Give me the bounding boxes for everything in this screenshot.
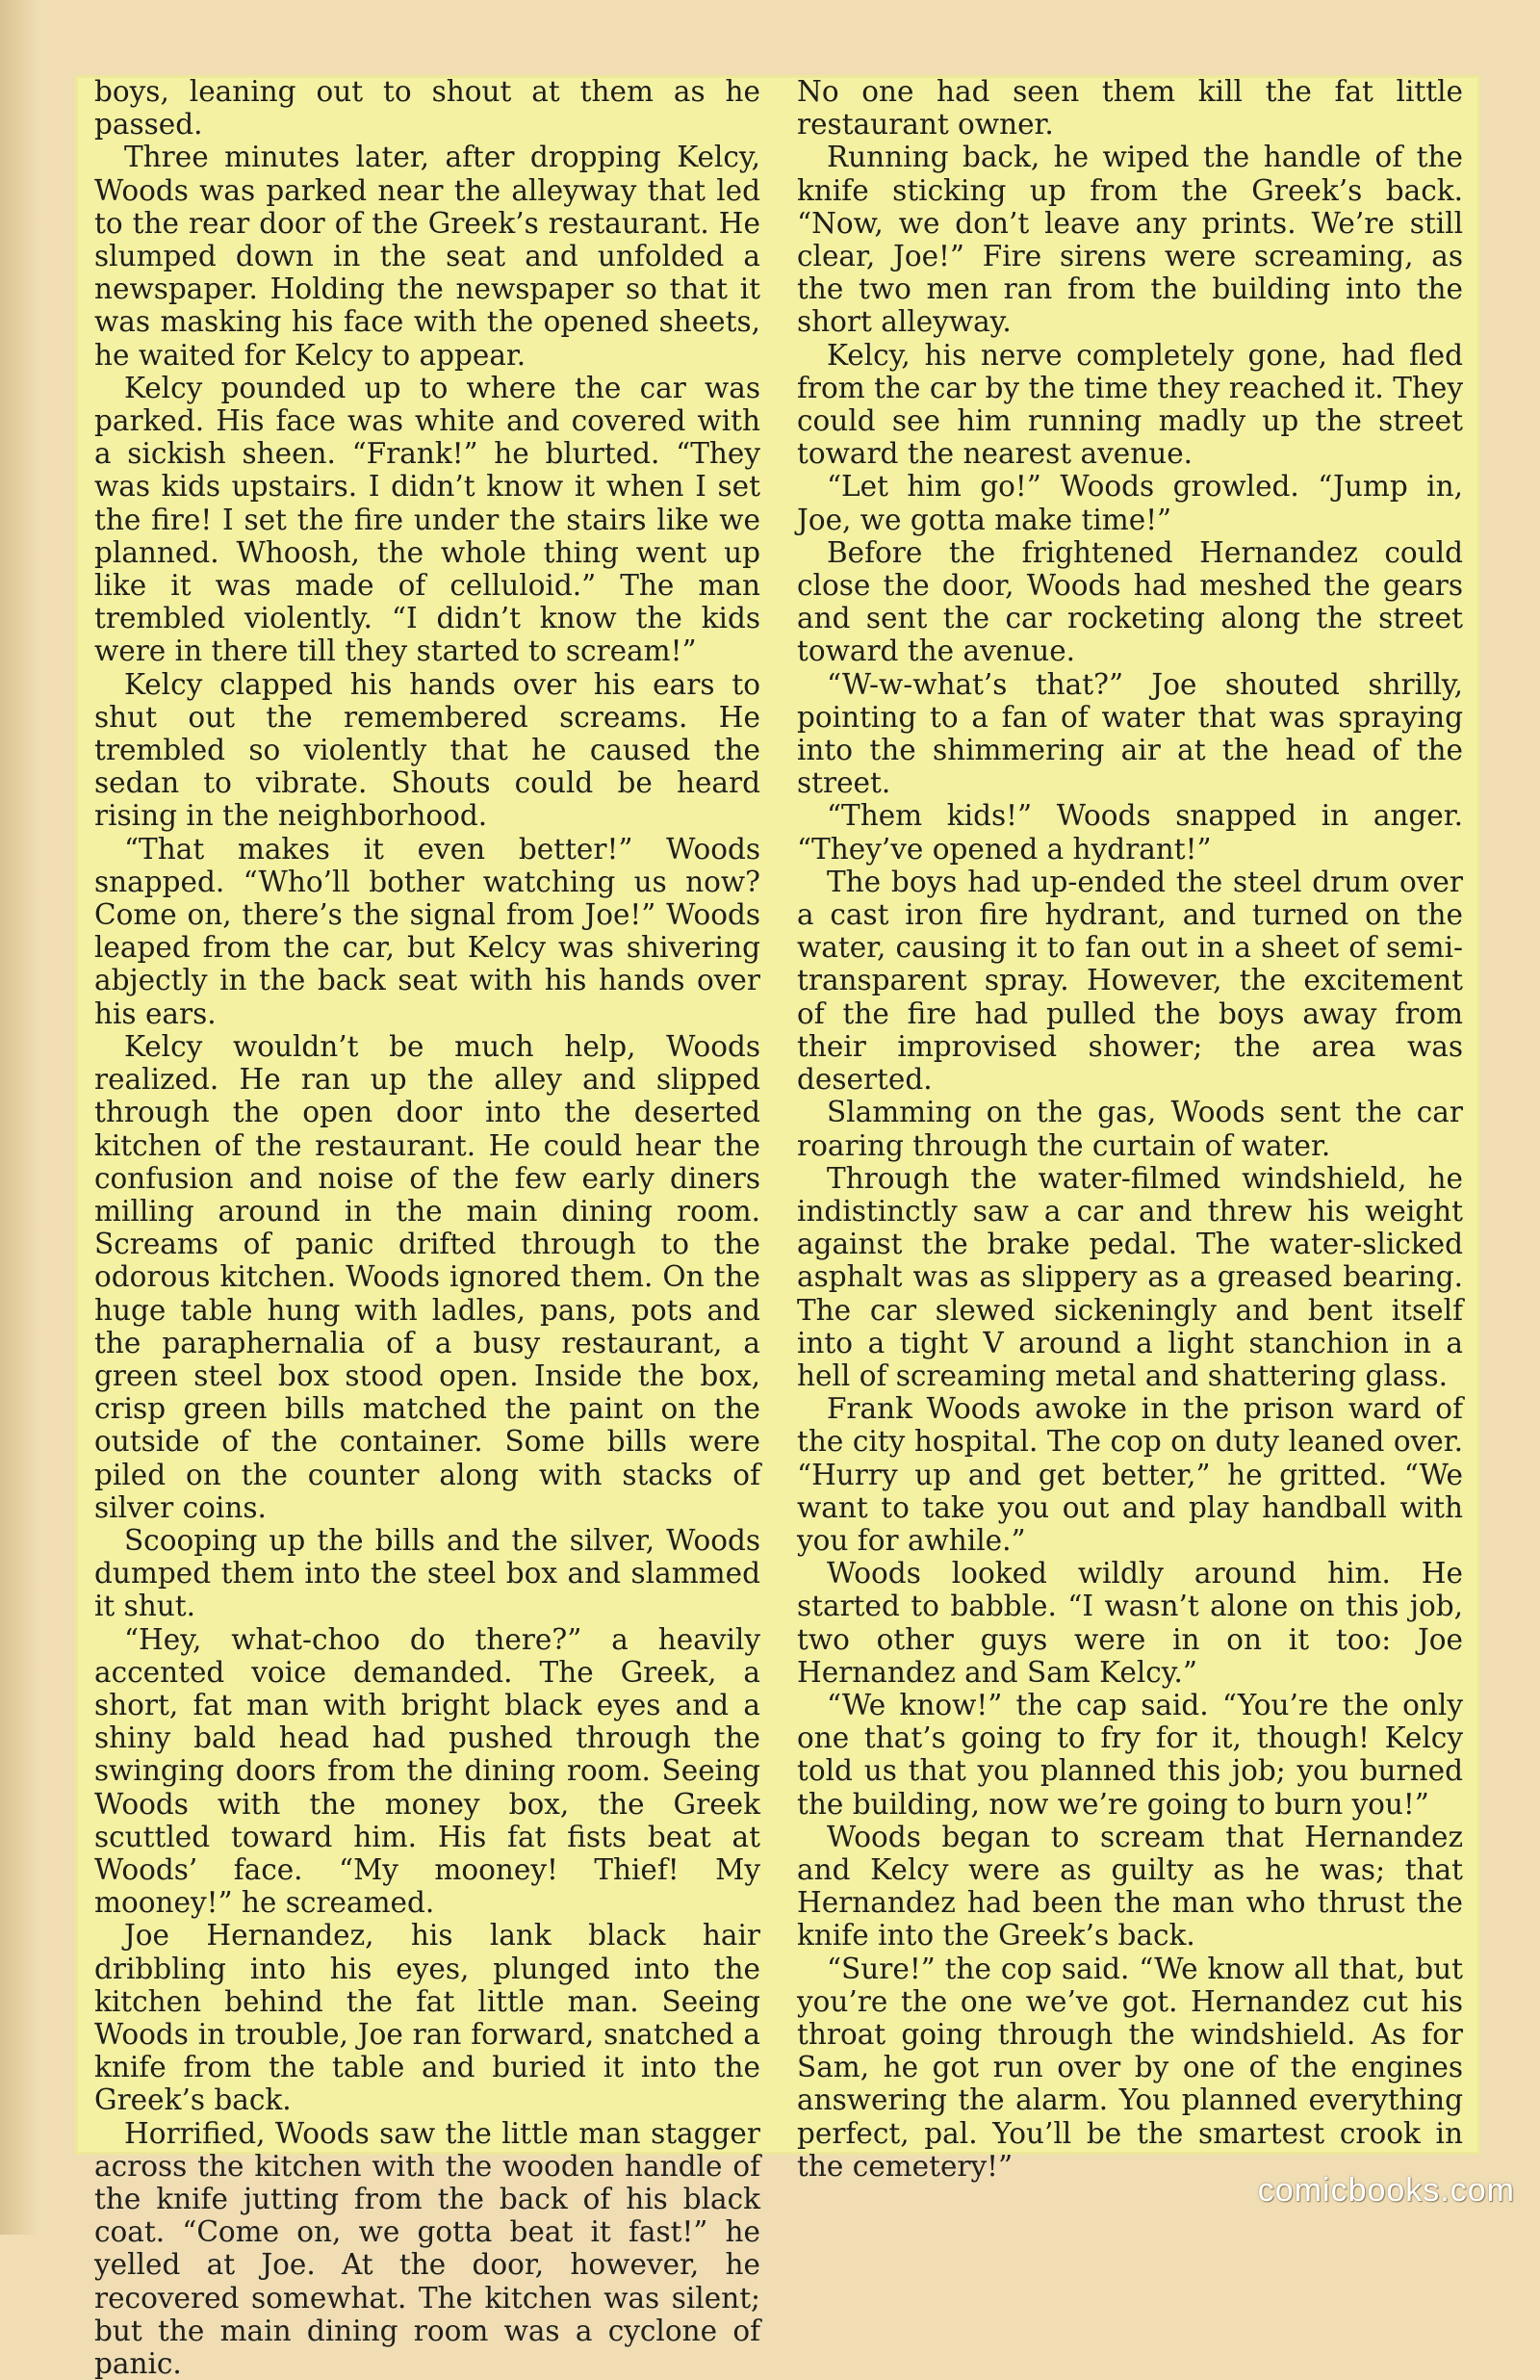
right-column: [797, 75, 1463, 2183]
paragraph: Kelcy pounded up to where the car was parked. His face was white and covered with a sickish sheen. “Frank!” he blurted. “They was kids upstairs. I didn’t know it when I set the fire! I set the fire under the stairs like we planned. Whoosh, the whole thing went up like it was made of celluloid.” The man trembled violently. “I didn’t know the kids were in there till they started to scream!”: [94, 371, 760, 668]
paragraph: Joe Hernandez, his lank black hair dribbling into his eyes, plunged into the kitchen behind the fat little man. Seeing Woods in trouble, Joe ran forward, snatched a knife from the table and buried it into the Greek’s back.: [94, 1919, 760, 2117]
paragraph: Scooping up the bills and the silver, Woods dumped them into the steel box and slammed it shut.: [94, 1523, 760, 1623]
paragraph: Horrified, Woods saw the little man stagger across the kitchen with the wooden handle of the knife jutting from the back of his black coat. “Come on, we gotta beat it fast!” he yelled at Joe. At the door, however, he recovered somewhat. The kitchen was silent; but the main dining room was a cyclone of panic.: [94, 2116, 760, 2380]
paragraph: Woods began to scream that Hernandez and Kelcy were as guilty as he was; that Hernandez had been the man who thrust the knife into the Greek’s back.: [797, 1820, 1463, 1953]
paragraph: Before the frightened Hernandez could close the door, Woods had meshed the gears and sent the car rocketing along the street toward the avenue.: [797, 535, 1463, 668]
paragraph: Through the water-filmed windshield, he indistinctly saw a car and threw his weight against the brake pedal. The water-slicked asphalt was as slippery as a greased bearing. The car slewed sickeningly and bent itself into a tight V around a light stanchion in a hell of screaming metal and shattering glass.: [797, 1161, 1463, 1392]
paragraph: “Let him go!” Woods growled. “Jump in, Joe, we gotta make time!”: [797, 470, 1463, 536]
paragraph: “Sure!” the cop said. “We know all that, but you’re the one we’ve got. Hernandez cut his throat going through the windshield. As for Sam, he got run over by one of the engines answering the alarm. You planned everything perfect, pal. You’ll be the smartest crook in the cemetery!”: [797, 1952, 1463, 2183]
paragraph: No one had seen them kill the fat little restaurant owner.: [797, 75, 1463, 142]
paragraph: Frank Woods awoke in the prison ward of the city hospital. The cop on duty leaned over. “Hurry up and get better,” he gritted. “We want to take you out and play handball with you for awhile.”: [797, 1392, 1463, 1557]
left-column: [94, 75, 760, 2380]
paragraph: Slamming on the gas, Woods sent the car roaring through the curtain of water.: [797, 1096, 1463, 1162]
paragraph: “We know!” the cap said. “You’re the only one that’s going to fry for it, though! Kelcy told us that you planned this job; you burned the building, now we’re going to burn you!”: [797, 1688, 1463, 1821]
paragraph: “Hey, what-choo do there?” a heavily accented voice demanded. The Greek, a short, fat man with bright black eyes and a shiny bald head had pushed through the swinging doors from the dining room. Seeing Woods with the money box, the Greek scuttled toward him. His fat fists beat at Woods’ face. “My mooney! Thief! My mooney!” he screamed.: [94, 1622, 760, 1920]
paragraph: Kelcy clapped his hands over his ears to shut out the remembered screams. He trembled so violently that he caused the sedan to vibrate. Shouts could be heard rising in the neighborhood.: [94, 667, 760, 833]
paragraph: boys, leaning out to shout at them as he passed.: [94, 75, 760, 142]
paragraph: Kelcy wouldn’t be much help, Woods realized. He ran up the alley and slipped through the open door into the deserted kitchen of the restaurant. He could hear the confusion and noise of the few early diners milling around in the main dining room. Screams of panic drifted through to the odorous kitchen. Woods ignored them. On the huge table hung with ladles, pans, pots and the paraphernalia of a busy restaurant, a green steel box stood open. Inside the box, crisp green bills matched the paint on the outside of the container. Some bills were piled on the counter along with stacks of silver coins.: [94, 1029, 760, 1524]
paragraph: The boys had up-ended the steel drum over a cast iron fire hydrant, and turned on the water, causing it to fan out in a sheet of semi-transparent spray. However, the excitement of the fire had pulled the boys away from their improvised shower; the area was deserted.: [797, 865, 1463, 1097]
paragraph: “Them kids!” Woods snapped in anger. “They’ve opened a hydrant!”: [797, 799, 1463, 866]
site-watermark: comicbooks.com: [1257, 2172, 1515, 2209]
paragraph: Woods looked wildly around him. He started to babble. “I wasn’t alone on this job, two other guys were in on it too: Joe Hernandez and Sam Kelcy.”: [797, 1557, 1463, 1689]
paragraph: Three minutes later, after dropping Kelcy, Woods was parked near the alleyway that led to the rear door of the Greek’s restaurant. He slumped down in the seat and unfolded a newspaper. Holding the newspaper so that it was masking his face with the opened sheets, he waited for Kelcy to appear.: [94, 141, 760, 372]
paragraph: “That makes it even better!” Woods snapped. “Who’ll bother watching us now? Come on, there’s the signal from Joe!” Woods leaped from the car, but Kelcy was shivering abjectly in the back seat with his hands over his ears.: [94, 832, 760, 1030]
paragraph: Running back, he wiped the handle of the knife sticking up from the Greek’s back. “Now, we don’t leave any prints. We’re still clear, Joe!” Fire sirens were screaming, as the two men ran from the building into the short alleyway.: [797, 141, 1463, 339]
page-binding-edge: [0, 0, 38, 2235]
paragraph: Kelcy, his nerve completely gone, had fled from the car by the time they reached it. They could see him running madly up the street toward the nearest avenue.: [797, 338, 1463, 471]
paragraph: “W-w-what’s that?” Joe shouted shrilly, pointing to a fan of water that was spraying into the shimmering air at the head of the street.: [797, 667, 1463, 800]
